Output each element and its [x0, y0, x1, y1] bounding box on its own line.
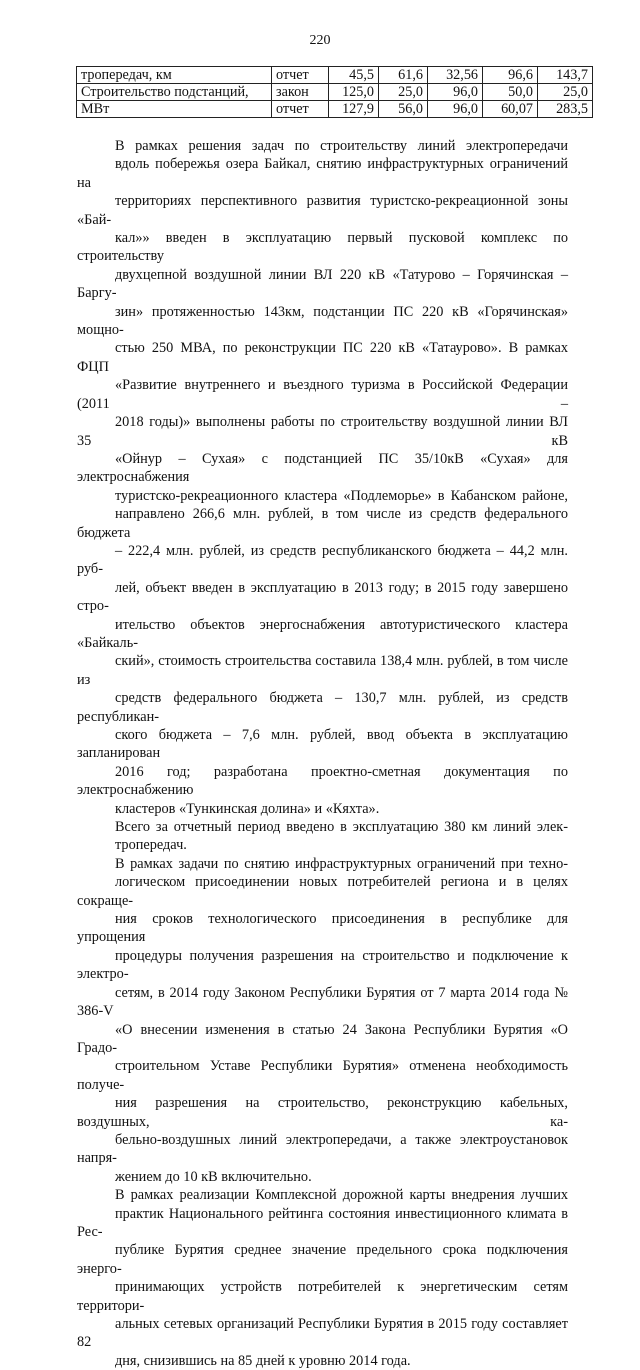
text-line: В рамках реализации Комплексной дорожной карты внедрения лучших	[115, 1187, 568, 1204]
statistics-table	[76, 66, 593, 118]
text-line: – 222,4 млн. рублей, из средств республиканского бюджета – 44,2 млн. руб-	[77, 542, 568, 578]
table-cell: 96,0	[428, 101, 483, 118]
text-line: зин» протяженностью 143км, подстанции ПС 220 кВ «Горячинская» мощно-	[77, 303, 568, 339]
text-line: «Развитие внутреннего и въездного туризма в Российской Федерации (2011 –	[77, 377, 568, 412]
row-type: отчет	[272, 67, 329, 84]
text-line: публике Бурятия среднее значение предельного срока подключения энерго-	[77, 1242, 568, 1277]
table-cell: 125,0	[329, 84, 379, 101]
body-text	[77, 137, 568, 1370]
text-line: двухцепной воздушной линии ВЛ 220 кВ «Татурово – Горячинская – Баргу-	[77, 266, 568, 302]
text-line: дня, снизившись на 85 дней к уровню 2014 года.	[115, 1352, 411, 1369]
text-line: практик Национального рейтинга состояния инвестиционного климата в Рес-	[77, 1205, 568, 1240]
text-line: туристско-рекреационного кластера «Подлеморье» в Кабанском районе,	[115, 487, 568, 504]
text-line: Всего за отчетный период введено в эксплуатацию 380 км линий элек-	[115, 819, 568, 836]
row-label: МВт	[77, 101, 272, 118]
text-line: тропередач.	[115, 837, 187, 854]
text-line: альных сетевых организаций Республики Бурятия в 2015 году составляет 82	[77, 1316, 568, 1351]
table-cell: 96,0	[428, 84, 483, 101]
table-cell: 127,9	[329, 101, 379, 118]
text-line: жением до 10 кВ включительно.	[115, 1168, 312, 1185]
table-cell: 143,7	[538, 67, 593, 84]
paragraph	[77, 1186, 568, 1370]
text-line: ительство объектов энергоснабжения автотуристического кластера «Байкаль-	[77, 616, 568, 651]
table-row	[77, 84, 593, 101]
table-cell: 25,0	[538, 84, 593, 101]
text-line: направлено 266,6 млн. рублей, в том числе из средств федерального бюджета	[77, 506, 568, 541]
table-cell: 61,6	[379, 67, 428, 84]
text-line: бельно-воздушных линий электропередачи, а также электроустановок напря-	[77, 1131, 568, 1167]
table-cell: 60,07	[483, 101, 538, 118]
table-row	[77, 67, 593, 84]
table-cell: 283,5	[538, 101, 593, 118]
text-line: вдоль побережья озера Байкал, снятию инфраструктурных ограничений на	[77, 156, 568, 191]
page-number: 220	[309, 33, 331, 48]
text-line: процедуры получения разрешения на строительство и подключение к электро-	[77, 947, 568, 983]
table-row	[77, 101, 593, 118]
text-line: средств федерального бюджета – 130,7 млн. рублей, из средств республикан-	[77, 690, 568, 725]
text-line: кал»» введен в эксплуатацию первый пусковой комплекс по строительству	[77, 230, 568, 265]
table-cell: 56,0	[379, 101, 428, 118]
text-line: ния сроков технологического присоединения в республике для упрощения	[77, 911, 568, 946]
paragraph	[77, 818, 568, 855]
table-cell: 45,5	[329, 67, 379, 84]
paragraph	[77, 137, 568, 818]
text-line: ский», стоимость строительства составила 138,4 млн. рублей, в том числе из	[77, 653, 568, 688]
text-line: логическом присоединении новых потребителей региона и в целях сокраще-	[77, 874, 568, 909]
row-type: закон	[272, 84, 329, 101]
text-line: 2016 год; разработана проектно-сметная документация по электроснабжению	[77, 763, 568, 799]
text-line: лей, объект введен в эксплуатацию в 2013 году; в 2015 году завершено стро-	[77, 579, 568, 615]
text-line: 2018 годы)» выполнены работы по строительству воздушной линии ВЛ 35 кВ	[77, 414, 568, 449]
text-line: стью 250 МВА, по реконструкции ПС 220 кВ «Татаурово». В рамках ФЦП	[77, 340, 568, 375]
text-line: ского бюджета – 7,6 млн. рублей, ввод объекта в эксплуатацию запланирован	[77, 727, 568, 762]
text-line: В рамках задачи по снятию инфраструктурных ограничений при техно-	[115, 855, 568, 872]
text-line: строительном Уставе Республики Бурятия» отменена необходимость получе-	[77, 1058, 568, 1093]
text-line: территориях перспективного развития туристско-рекреационной зоны «Бай-	[77, 193, 568, 228]
text-line: «Ойнур – Сухая» с подстанцией ПС 35/10кВ «Сухая» для электроснабжения	[77, 450, 568, 486]
text-line: ния разрешения на строительство, реконструкцию кабельных, воздушных, ка-	[77, 1095, 568, 1130]
table-cell: 96,6	[483, 67, 538, 84]
text-line: кластеров «Тункинская долина» и «Кяхта».	[115, 800, 380, 817]
table-cell: 32,56	[428, 67, 483, 84]
table-cell: 25,0	[379, 84, 428, 101]
text-line: В рамках решения задач по строительству линий электропередачи	[115, 138, 568, 154]
row-type: отчет	[272, 101, 329, 118]
text-line: «О внесении изменения в статью 24 Закона Республики Бурятия «О Градо-	[77, 1021, 568, 1056]
text-line: сетям, в 2014 году Законом Республики Бурятия от 7 марта 2014 года № 386-V	[77, 984, 568, 1020]
table-cell: 50,0	[483, 84, 538, 101]
row-label: Строительство подстанций,	[77, 84, 272, 101]
text-line: принимающих устройств потребителей к энергетическим сетям территори-	[77, 1279, 568, 1314]
row-label: тропередач, км	[77, 67, 272, 84]
